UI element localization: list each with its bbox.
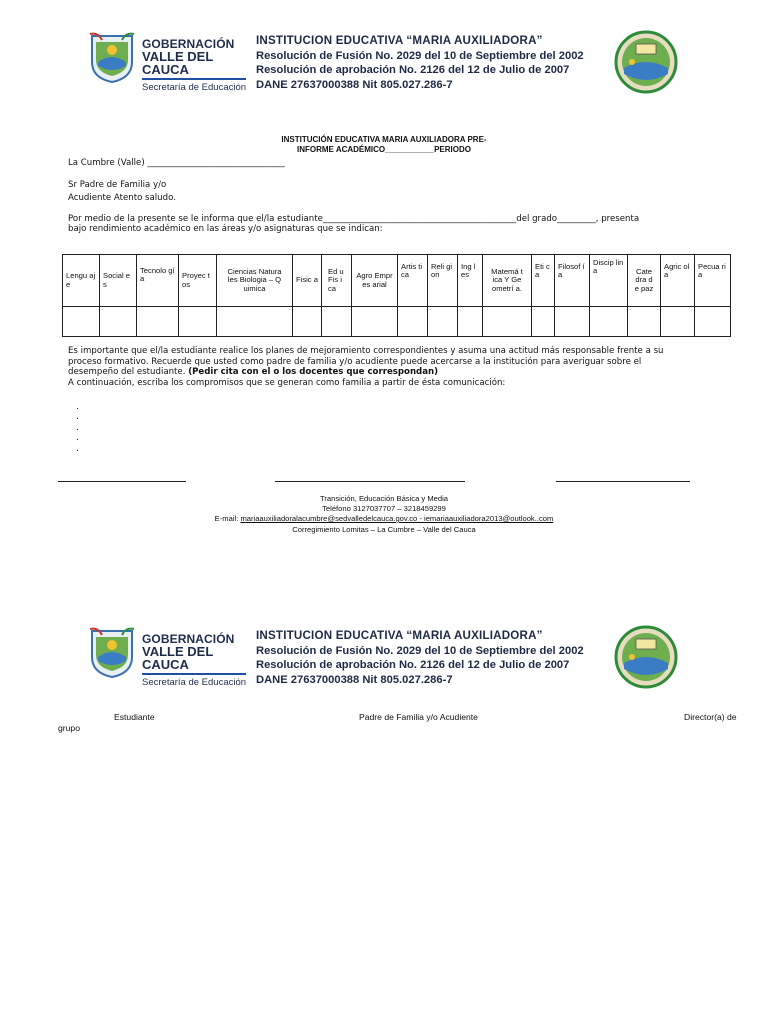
shield-icon bbox=[88, 32, 136, 84]
note-line-2: proceso formativo. Recuerde que usted como padre de familia y/o acudiente puede acercarse a la institución para averiguar sobre el bbox=[68, 356, 642, 367]
place-line: La Cumbre (Valle) ________________________________ bbox=[68, 158, 285, 168]
area-cell: Ing les bbox=[458, 255, 483, 307]
school-badge-icon bbox=[614, 30, 678, 94]
area-cell: Ed u Fis ica bbox=[322, 255, 352, 307]
areas-table bbox=[62, 254, 731, 337]
resolution-fusion: Resolución de Fusión No. 2029 del 10 de Septiembre del 2002 bbox=[256, 49, 584, 62]
footer-levels: Transición, Educación Básica y Media bbox=[319, 494, 449, 503]
list-item[interactable]: . bbox=[76, 422, 79, 433]
title-line-1: INSTITUCIÓN EDUCATIVA MARIA AUXILIADORA PRE- bbox=[281, 135, 487, 144]
mark-cell[interactable] bbox=[555, 307, 590, 337]
resolution-approval: Resolución de aprobación No. 2126 del 12 de Julio de 2007 bbox=[256, 659, 570, 671]
area-cell: Filosof ía bbox=[555, 255, 590, 307]
mark-cell[interactable] bbox=[217, 307, 293, 337]
letterhead-top bbox=[88, 30, 678, 92]
label-director: Director(a) de bbox=[684, 712, 737, 722]
institution-name: INSTITUCION EDUCATIVA “MARIA AUXILIADORA” bbox=[256, 34, 543, 47]
list-item[interactable]: . bbox=[76, 443, 79, 454]
area-cell: Matemá tica Y Geometrí a. bbox=[483, 255, 532, 307]
resolution-approval: Resolución de aprobación No. 2126 del 12 de Julio de 2007 bbox=[256, 64, 570, 76]
document-title bbox=[0, 135, 768, 154]
note-line-3 bbox=[68, 367, 664, 378]
greeting-line-1: Sr Padre de Familia y/o bbox=[68, 180, 167, 190]
greeting-line-2: Acudiente Atento saludo. bbox=[68, 193, 176, 203]
footer-email-link[interactable]: mariaauxiliadoralacumbre@sedvalledelcauca.gov.co - iemariaauxiliadora2013@outlook..com bbox=[240, 514, 554, 523]
area-cell: Cate dra de paz bbox=[628, 255, 661, 307]
gov-name: GOBERNACIÓN bbox=[142, 632, 235, 646]
letterhead-bottom bbox=[88, 625, 678, 687]
institution-block bbox=[256, 34, 584, 92]
label-student: Estudiante bbox=[114, 712, 155, 722]
gov-secretaria: Secretaría de Educación bbox=[142, 82, 247, 93]
mark-cell[interactable] bbox=[293, 307, 322, 337]
mark-cell[interactable] bbox=[100, 307, 137, 337]
gov-region: VALLE DEL CAUCA bbox=[142, 49, 214, 77]
area-cell: Pecua ria bbox=[695, 255, 731, 307]
gov-secretaria: Secretaría de Educación bbox=[142, 677, 247, 688]
area-cell: Fisic a bbox=[293, 255, 322, 307]
footer-email-line bbox=[0, 514, 768, 524]
area-cell: Tecnolo gía bbox=[137, 255, 179, 307]
area-cell: Discip lina bbox=[590, 255, 628, 307]
mark-cell[interactable] bbox=[695, 307, 731, 337]
gobernacion-logo bbox=[88, 625, 248, 688]
note-paragraph bbox=[68, 346, 664, 388]
mark-cell[interactable] bbox=[63, 307, 100, 337]
areas-mark-row[interactable] bbox=[63, 307, 731, 337]
institution-name: INSTITUCION EDUCATIVA “MARIA AUXILIADORA” bbox=[256, 629, 543, 642]
mark-cell[interactable] bbox=[532, 307, 555, 337]
footer bbox=[0, 494, 768, 535]
signature-line-director[interactable] bbox=[556, 481, 690, 482]
area-cell: Agro Empres arial bbox=[352, 255, 398, 307]
mark-cell[interactable] bbox=[137, 307, 179, 337]
footer-address: Corregimiento Lomitas – La Cumbre – Valle del Cauca bbox=[292, 525, 476, 534]
school-badge-icon bbox=[614, 625, 678, 689]
note-appointment: (Pedir cita con el o los docentes que correspondan) bbox=[188, 367, 439, 377]
gov-divider bbox=[142, 78, 246, 80]
mark-cell[interactable] bbox=[322, 307, 352, 337]
mark-cell[interactable] bbox=[483, 307, 532, 337]
area-cell: Social es bbox=[100, 255, 137, 307]
mark-cell[interactable] bbox=[458, 307, 483, 337]
gov-region: VALLE DEL CAUCA bbox=[142, 644, 214, 672]
mark-cell[interactable] bbox=[661, 307, 695, 337]
area-cell: Ciencias Naturales Biologia – Quimica bbox=[217, 255, 293, 307]
commitments-list[interactable] bbox=[76, 402, 79, 454]
area-cell: Eti ca bbox=[532, 255, 555, 307]
label-director-cont: grupo bbox=[58, 723, 80, 733]
institution-block bbox=[256, 629, 584, 687]
list-item[interactable]: . bbox=[76, 402, 79, 412]
shield-icon bbox=[88, 627, 136, 679]
note-line-4: A continuación, escriba los compromisos que se generan como familia a partir de ésta comunicación: bbox=[68, 377, 506, 388]
area-cell: Artis tica bbox=[398, 255, 428, 307]
title-line-2: INFORME ACADÉMICO___________PERIODO bbox=[297, 144, 471, 154]
areas-header-row bbox=[63, 255, 731, 307]
area-cell: Reli gion bbox=[428, 255, 458, 307]
mark-cell[interactable] bbox=[398, 307, 428, 337]
footer-phone: Teléfono 3127037707 – 3218459299 bbox=[322, 504, 446, 513]
label-parent: Padre de Familia y/o Acudiente bbox=[359, 712, 478, 722]
gov-divider bbox=[142, 673, 246, 675]
mark-cell[interactable] bbox=[352, 307, 398, 337]
intro-line-2: bajo rendimiento académico en las áreas y/o asignaturas que se indican: bbox=[68, 224, 383, 234]
area-cell: Lengu aje bbox=[63, 255, 100, 307]
area-cell: Agric ola bbox=[661, 255, 695, 307]
mark-cell[interactable] bbox=[628, 307, 661, 337]
mark-cell[interactable] bbox=[428, 307, 458, 337]
note-line-3-text: desempeño del estudiante. bbox=[68, 367, 186, 377]
dane-nit: DANE 27637000388 Nit 805.027.286-7 bbox=[256, 673, 453, 686]
gobernacion-logo bbox=[88, 30, 248, 93]
note-line-1: Es importante que el/la estudiante realice los planes de mejoramiento correspondientes y asuma una actitud más responsable frente a su bbox=[68, 346, 664, 356]
intro-line-1: Por medio de la presente se le informa que el/la estudiante_____________________________________________del grado_________, presenta bbox=[68, 214, 640, 224]
gov-name: GOBERNACIÓN bbox=[142, 37, 235, 51]
list-item[interactable]: . bbox=[76, 433, 79, 444]
dane-nit: DANE 27637000388 Nit 805.027.286-7 bbox=[256, 78, 453, 91]
footer-email-label: E-mail: bbox=[214, 514, 239, 523]
area-cell: Proyec tos bbox=[179, 255, 217, 307]
signature-line-student[interactable] bbox=[58, 481, 186, 482]
resolution-fusion: Resolución de Fusión No. 2029 del 10 de Septiembre del 2002 bbox=[256, 644, 584, 657]
mark-cell[interactable] bbox=[179, 307, 217, 337]
mark-cell[interactable] bbox=[590, 307, 628, 337]
list-item[interactable]: . bbox=[76, 412, 79, 423]
signature-line-parent[interactable] bbox=[275, 481, 465, 482]
